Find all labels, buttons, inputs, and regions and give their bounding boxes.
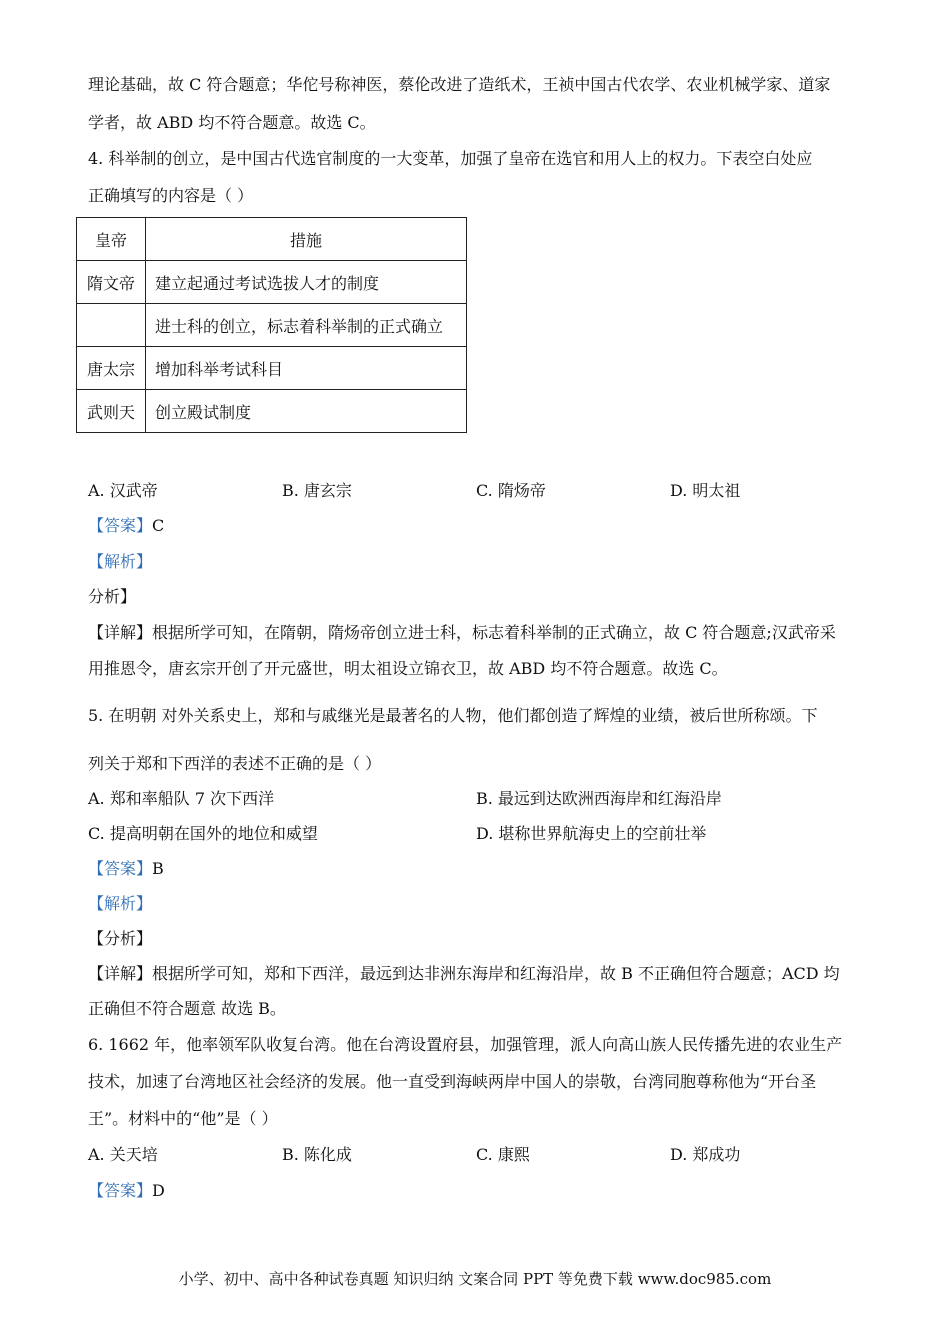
answer-value: B	[152, 859, 164, 878]
table-cell: 建立起通过考试选拔人才的制度	[146, 261, 467, 304]
q4-stem-2: 正确填写的内容是（ ）	[88, 186, 254, 205]
q5-answer	[88, 858, 164, 880]
table-cell: 增加科举考试科目	[146, 347, 467, 390]
q4-option-b: B. 唐玄宗	[282, 481, 352, 500]
q5-fenxi: 【分析】	[88, 929, 153, 948]
q5-detail-1	[88, 963, 840, 985]
q4-table	[76, 217, 467, 433]
q5-stem-2: 列关于郑和下西洋的表述不正确的是（ ）	[88, 754, 382, 773]
q6-stem-3: 王”。材料中的“他”是（ ）	[88, 1109, 278, 1128]
answer-label: 【答案】	[88, 516, 153, 535]
detail-label: 【详解】	[88, 623, 153, 642]
q4-option-d: D. 明太祖	[670, 481, 741, 500]
answer-value: D	[152, 1181, 165, 1200]
q4-analysis-label: 【解析】	[88, 552, 153, 571]
q6-stem-2: 技术，加速了台湾地区社会经济的发展。他一直受到海峡两岸中国人的崇敬，台湾同胞尊称他为“开台圣	[88, 1072, 817, 1091]
q5-option-d: D. 堪称世界航海史上的空前壮举	[476, 824, 707, 843]
q4-detail-2: 用推恩令，唐玄宗开创了开元盛世，明太祖设立锦衣卫，故 ABD 均不符合题意。故选 C。	[88, 659, 728, 678]
table-cell: 创立殿试制度	[146, 390, 467, 433]
prev-line-1: 理论基础，故 C 符合题意；华佗号称神医，蔡伦改进了造纸术，王祯中国古代农学、农业机械学家、道家	[88, 75, 831, 94]
q6-answer	[88, 1180, 165, 1202]
q6-option-d: D. 郑成功	[670, 1145, 741, 1164]
q4-option-c: C. 隋炀帝	[476, 481, 546, 500]
q6-option-c: C. 康熙	[476, 1145, 530, 1164]
answer-value: C	[152, 516, 165, 535]
q5-option-c: C. 提高明朝在国外的地位和威望	[88, 824, 318, 843]
table-cell-blank	[77, 304, 146, 347]
q5-detail-2: 正确但不符合题意 故选 B。	[88, 999, 286, 1018]
q6-option-a: A. 关天培	[88, 1145, 158, 1164]
table-cell: 隋文帝	[77, 261, 146, 304]
q4-fenxi: 分析】	[88, 587, 137, 606]
table-cell: 武则天	[77, 390, 146, 433]
q5-stem-1: 5. 在明朝 对外关系史上，郑和与戚继光是最著名的人物，他们都创造了辉煌的业绩，被后世所称颂。下	[88, 706, 818, 725]
table-header-row	[77, 218, 467, 261]
table-row	[77, 261, 467, 304]
q4-answer	[88, 515, 164, 537]
table-cell: 进士科的创立，标志着科举制的正式确立	[146, 304, 467, 347]
table-row	[77, 390, 467, 433]
table-header-cell: 措施	[146, 218, 467, 261]
q6-stem-1: 6. 1662 年，他率领军队收复台湾。他在台湾设置府县，加强管理，派人向高山族人民传播先进的农业生产	[88, 1035, 843, 1054]
answer-label: 【答案】	[88, 1181, 153, 1200]
table-row	[77, 347, 467, 390]
q4-stem-1: 4. 科举制的创立，是中国古代选官制度的一大变革，加强了皇帝在选官和用人上的权力。下表空白处应	[88, 149, 813, 168]
q5-analysis-label: 【解析】	[88, 894, 153, 913]
table-row	[77, 304, 467, 347]
prev-line-2: 学者，故 ABD 均不符合题意。故选 C。	[88, 113, 376, 132]
detail-label: 【详解】	[88, 964, 153, 983]
detail-text: 根据所学可知，郑和下西洋，最远到达非洲东海岸和红海沿岸，故 B 不正确但符合题意；ACD 均	[152, 964, 840, 983]
q4-detail-1	[88, 622, 836, 644]
q5-option-a: A. 郑和率船队 7 次下西洋	[88, 789, 275, 808]
q4-option-a: A. 汉武帝	[88, 481, 158, 500]
q5-option-b: B. 最远到达欧洲西海岸和红海沿岸	[476, 789, 722, 808]
table-cell: 唐太宗	[77, 347, 146, 390]
table-header-cell: 皇帝	[77, 218, 146, 261]
page-footer: 小学、初中、高中各种试卷真题 知识归纳 文案合同 PPT 等免费下载 www.doc985.com	[178, 1270, 772, 1288]
detail-text: 根据所学可知，在隋朝，隋炀帝创立进士科，标志着科举制的正式确立，故 C 符合题意;汉武帝采	[152, 623, 836, 642]
q6-option-b: B. 陈化成	[282, 1145, 352, 1164]
answer-label: 【答案】	[88, 859, 153, 878]
